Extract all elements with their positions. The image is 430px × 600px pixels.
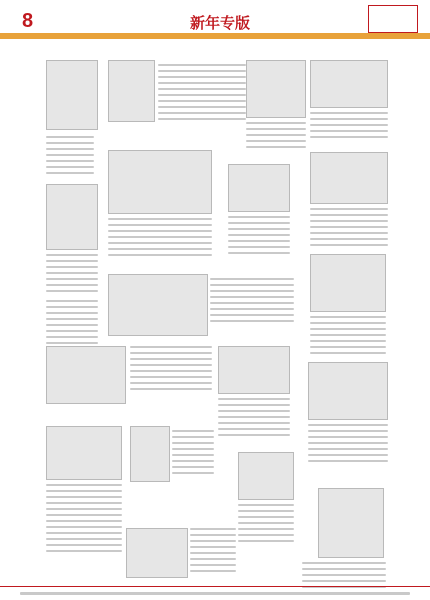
text-line [46, 306, 98, 308]
image-block [318, 488, 384, 558]
text-line [218, 422, 290, 424]
text-line [46, 290, 98, 292]
text-line [302, 562, 386, 564]
text-line [210, 308, 294, 310]
image-block [46, 184, 98, 250]
text-line [172, 460, 214, 462]
text-line [190, 546, 236, 548]
image-block [108, 60, 155, 122]
text-line [172, 472, 214, 474]
text-line [46, 508, 122, 510]
text-line [108, 242, 212, 244]
image-block [218, 346, 290, 394]
text-line [46, 484, 122, 486]
text-line [46, 166, 94, 168]
text-line [130, 376, 212, 378]
text-line [46, 330, 98, 332]
text-line [158, 70, 246, 72]
text-line [46, 142, 94, 144]
text-line [228, 246, 290, 248]
text-line [228, 240, 290, 242]
text-line [46, 496, 122, 498]
text-line [302, 580, 386, 582]
text-line [158, 88, 246, 90]
text-line [108, 254, 212, 256]
text-line [158, 112, 246, 114]
text-line [310, 328, 386, 330]
text-line [210, 290, 294, 292]
text-line [172, 454, 214, 456]
section-title: 新年专版 [189, 14, 250, 32]
image-block [238, 452, 294, 500]
text-line [190, 558, 236, 560]
text-line [210, 284, 294, 286]
text-line [172, 436, 214, 438]
text-line [46, 154, 94, 156]
text-line [46, 160, 94, 162]
image-block [310, 152, 388, 204]
text-line [308, 436, 388, 438]
text-line [310, 226, 388, 228]
text-line [210, 278, 294, 280]
text-line [158, 118, 246, 120]
image-block [228, 164, 290, 212]
text-line [218, 404, 290, 406]
text-line [308, 460, 388, 462]
text-line [310, 112, 388, 114]
text-line [310, 340, 386, 342]
text-line [158, 94, 246, 96]
text-line [218, 416, 290, 418]
text-line [310, 118, 388, 120]
text-line [46, 278, 98, 280]
text-line [246, 122, 306, 124]
text-line [46, 490, 122, 492]
text-line [158, 82, 246, 84]
text-line [46, 502, 122, 504]
text-line [46, 336, 98, 338]
text-line [46, 254, 98, 256]
text-line [310, 124, 388, 126]
text-line [108, 236, 212, 238]
image-block [108, 150, 212, 214]
text-line [310, 334, 386, 336]
text-line [246, 134, 306, 136]
text-line [172, 448, 214, 450]
text-line [190, 540, 236, 542]
text-line [228, 252, 290, 254]
text-line [308, 430, 388, 432]
text-line [46, 544, 122, 546]
text-line [210, 314, 294, 316]
image-block [46, 346, 126, 404]
text-line [158, 106, 246, 108]
image-block [130, 426, 170, 482]
text-line [46, 172, 94, 174]
text-line [246, 140, 306, 142]
text-line [238, 534, 294, 536]
text-line [108, 230, 212, 232]
text-line [246, 128, 306, 130]
text-line [46, 514, 122, 516]
text-line [310, 352, 386, 354]
image-block [246, 60, 306, 118]
image-block [126, 528, 188, 578]
text-line [46, 526, 122, 528]
text-line [310, 244, 388, 246]
text-line [172, 430, 214, 432]
text-line [310, 346, 386, 348]
image-block [310, 60, 388, 108]
text-line [210, 320, 294, 322]
text-line [218, 428, 290, 430]
text-line [46, 324, 98, 326]
text-line [308, 448, 388, 450]
text-line [310, 316, 386, 318]
text-line [228, 216, 290, 218]
text-line [238, 540, 294, 542]
footer-rule [0, 586, 430, 587]
text-line [238, 510, 294, 512]
text-line [46, 136, 94, 138]
text-line [190, 564, 236, 566]
text-line [158, 100, 246, 102]
image-block [108, 274, 208, 336]
text-line [46, 266, 98, 268]
text-line [130, 346, 212, 348]
text-line [308, 454, 388, 456]
text-line [190, 552, 236, 554]
text-line [46, 148, 94, 150]
text-line [46, 532, 122, 534]
text-line [310, 322, 386, 324]
text-line [210, 296, 294, 298]
text-line [228, 228, 290, 230]
text-line [228, 222, 290, 224]
text-line [130, 352, 212, 354]
text-line [238, 516, 294, 518]
text-line [310, 220, 388, 222]
text-line [310, 130, 388, 132]
text-line [46, 520, 122, 522]
text-line [246, 146, 306, 148]
text-line [218, 434, 290, 436]
masthead-logo [368, 5, 418, 33]
text-line [310, 136, 388, 138]
header-band [0, 33, 430, 39]
text-line [108, 218, 212, 220]
text-line [302, 568, 386, 570]
text-line [108, 224, 212, 226]
text-line [210, 302, 294, 304]
text-line [46, 550, 122, 552]
text-line [108, 248, 212, 250]
text-line [46, 318, 98, 320]
text-line [130, 382, 212, 384]
text-line [238, 522, 294, 524]
text-line [190, 528, 236, 530]
text-line [46, 312, 98, 314]
text-line [46, 272, 98, 274]
text-line [158, 64, 246, 66]
text-line [130, 364, 212, 366]
text-line [158, 76, 246, 78]
text-line [310, 232, 388, 234]
text-line [46, 538, 122, 540]
image-block [310, 254, 386, 312]
page-body [0, 42, 430, 590]
text-line [302, 574, 386, 576]
text-line [130, 370, 212, 372]
text-line [310, 238, 388, 240]
text-line [172, 442, 214, 444]
text-line [46, 284, 98, 286]
text-line [172, 466, 214, 468]
text-line [130, 388, 212, 390]
footer-text [20, 592, 410, 595]
text-line [218, 398, 290, 400]
text-line [46, 342, 98, 344]
text-line [238, 528, 294, 530]
text-line [190, 534, 236, 536]
image-block [46, 60, 98, 130]
text-line [190, 570, 236, 572]
text-line [228, 234, 290, 236]
text-line [308, 424, 388, 426]
text-line [308, 442, 388, 444]
text-line [46, 260, 98, 262]
text-line [130, 358, 212, 360]
image-block [308, 362, 388, 420]
page-number: 8 [22, 10, 34, 32]
text-line [310, 208, 388, 210]
image-block [46, 426, 122, 480]
text-line [238, 504, 294, 506]
text-line [310, 214, 388, 216]
text-line [46, 300, 98, 302]
text-line [218, 410, 290, 412]
